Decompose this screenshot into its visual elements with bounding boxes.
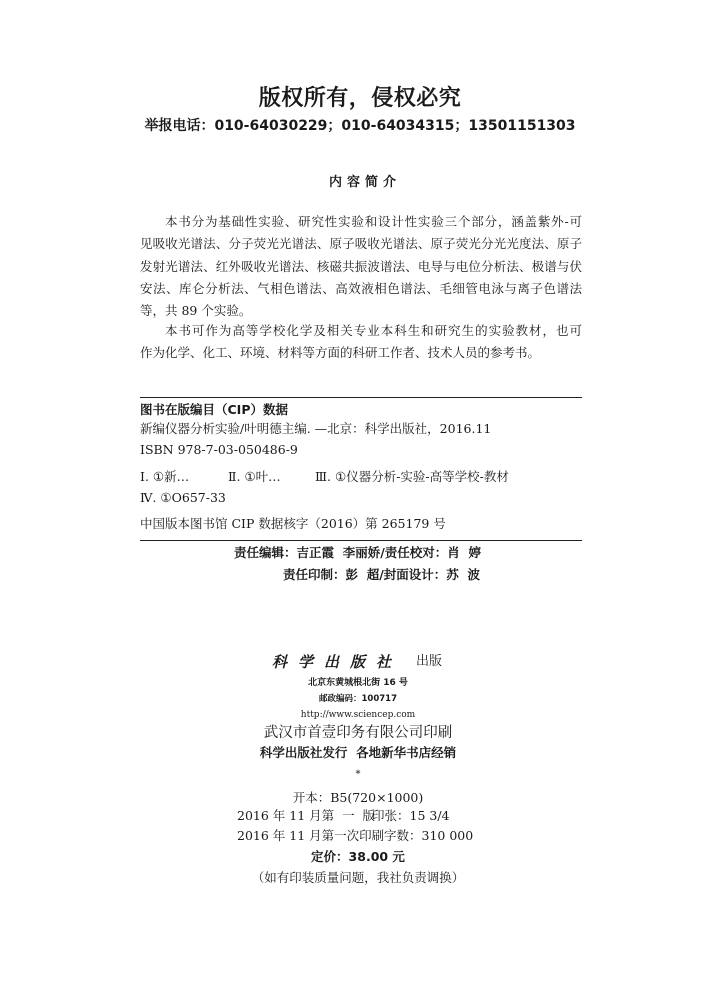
distribution-info: 科学出版社发行 各地新华书店经销: [259, 745, 457, 760]
edition-date: 2016 年 11 月第 一 版: [237, 808, 376, 823]
book-format: 开本：B5(720×1000): [292, 790, 424, 805]
paragraph-line: 见吸收光谱法、分子荧光光谱法、原子吸收光谱法、原子荧光分光光度法、原子: [140, 236, 582, 252]
word-count: 字数：310 000: [384, 828, 474, 843]
cip-classification: Ⅳ. ①O657-33: [140, 490, 226, 505]
divider-top: [140, 397, 582, 398]
cip-subject-3: Ⅲ. ①仪器分析-实验-高等学校-教材: [315, 469, 509, 484]
printing-date: 2016 年 11 月第一次印刷: [237, 828, 385, 843]
summary-paragraph-1: [140, 211, 582, 322]
cip-number: 中国版本图书馆 CIP 数据核字（2016）第 265179 号: [140, 516, 446, 531]
credits-production: 责任印制：彭 超/封面设计：苏 波: [283, 567, 480, 582]
summary-paragraph-2: [140, 320, 582, 365]
printer-name: 武汉市首壹印务有限公司印刷: [263, 725, 453, 741]
publisher-website: http://www.sciencep.com: [300, 710, 416, 720]
cip-subject-2: Ⅱ. ①叶…: [228, 469, 281, 484]
paragraph-line: 本书可作为高等学校化学及相关专业本科生和研究生的实验教材，也可: [165, 323, 582, 338]
copyright-title: 版权所有，侵权必究: [258, 86, 462, 111]
publisher-address: 北京东黄城根北街 16 号: [308, 678, 408, 688]
credits-editors: 责任编辑：吉正霞 李丽娇/责任校对：肖 婷: [234, 545, 481, 560]
divider-bottom: [140, 540, 582, 541]
cip-heading: 图书在版编目（CIP）数据: [140, 402, 288, 417]
printed-sheets: 印张：15 3/4: [372, 808, 450, 823]
cip-isbn: ISBN 978-7-03-050486-9: [140, 442, 298, 457]
separator-star: *: [355, 769, 361, 780]
paragraph-line: 本书分为基础性实验、研究性实验和设计性实验三个部分，涵盖紫外-可: [165, 214, 582, 229]
book-price: 定价：38.00 元: [311, 849, 405, 864]
summary-heading: 内容简介: [328, 175, 401, 190]
publisher-suffix: 出版: [416, 654, 443, 669]
report-hotline: 举报电话：010-64030229；010-64034315；13501151303: [144, 118, 576, 134]
paragraph-line: 安法、库仑分析法、气相色谱法、高效液相色谱法、毛细管电泳与离子色谱法: [140, 280, 582, 296]
quality-notice: （如有印装质量问题，我社负责调换）: [251, 870, 465, 885]
paragraph-line: 等，共 89 个实验。: [140, 303, 252, 319]
paragraph-line: 发射光谱法、红外吸收光谱法、核磁共振波谱法、电导与电位分析法、极谱与伏: [140, 258, 582, 274]
cip-subject-1: Ⅰ. ①新…: [140, 469, 190, 484]
paragraph-line: 作为化学、化工、环境、材料等方面的科研工作者、技术人员的参考书。: [140, 345, 541, 361]
publisher-postcode: 邮政编码：100717: [319, 694, 397, 704]
publisher-logo: 科学出版社: [272, 653, 403, 671]
cip-record: 新编仪器分析实验/叶明德主编. —北京：科学出版社，2016.11: [140, 421, 492, 436]
